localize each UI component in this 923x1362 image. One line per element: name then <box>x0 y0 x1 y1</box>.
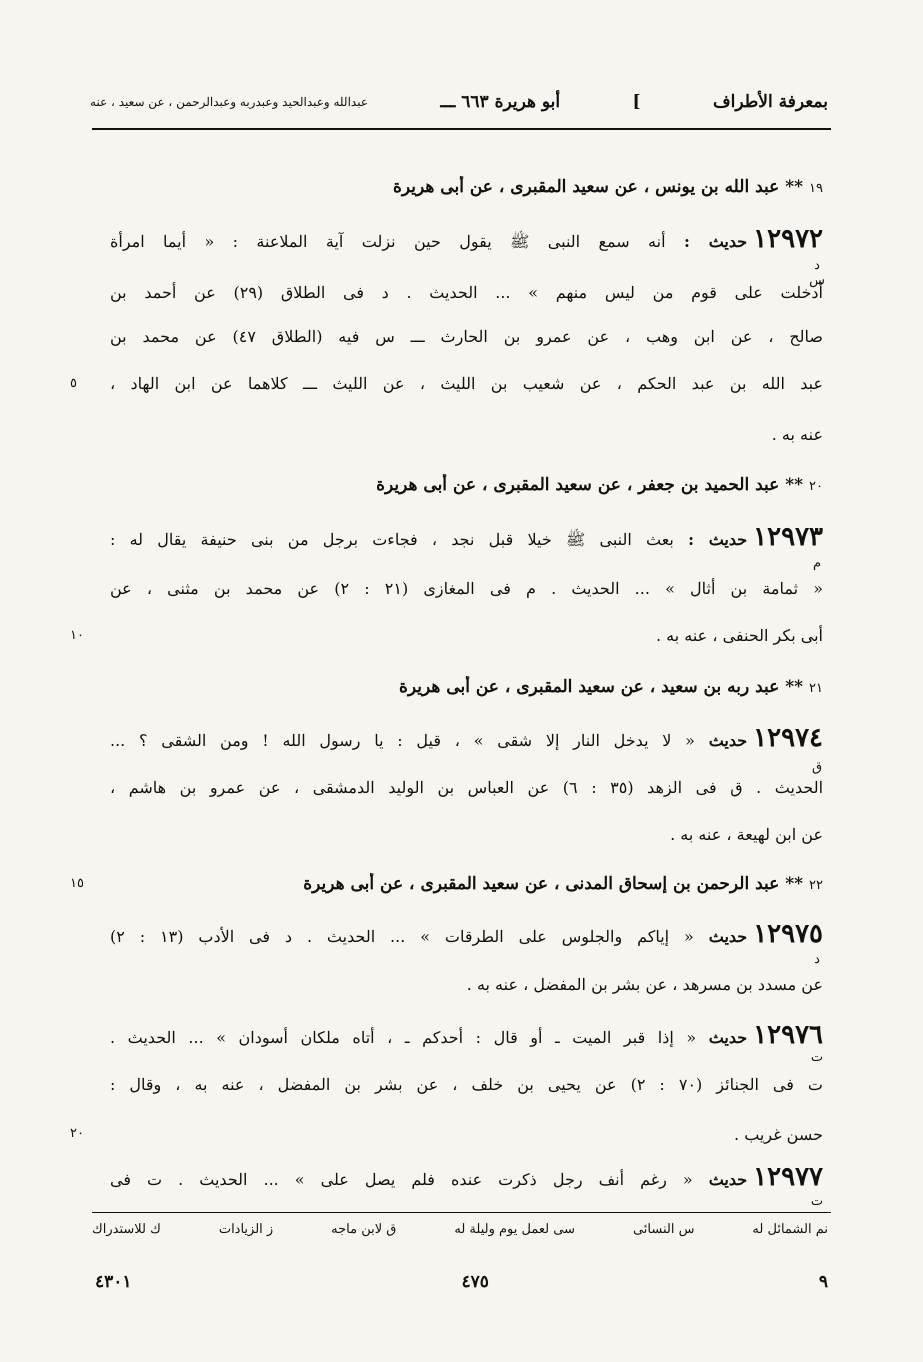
hadith-line: ١٢٩٧٢حديث : أنه سمع النبى ﷺ يقول حين نزلت آية الملاعنة : « أيما امرأة <box>110 228 823 253</box>
header-subtitle: عبدالله وعبدالحيد وعبدربه وعبدالرحمن ، عن سعيد ، عنه <box>90 95 368 109</box>
footnote-abbreviations <box>92 1222 828 1237</box>
text-line: أدخلت على قوم من ليس منهم » ... الحديث . د فى الطلاق (٢٩) عن أحمد بن <box>110 283 823 302</box>
sigla: ت <box>810 1050 824 1065</box>
footnote-item: ك للاستدراك <box>92 1222 161 1237</box>
text-line: أبى بكر الحنفى ، عنه به . <box>655 626 823 645</box>
text-line: عبد الله بن عبد الحكم ، عن شعيب بن الليث ، عن الليث ـــ كلاهما عن ابن الهاد ، <box>110 374 823 393</box>
footnote-item: سى لعمل يوم وليلة له <box>454 1222 575 1237</box>
page-number: ٤٧٥ <box>461 1272 489 1292</box>
header-section: أبو هريرة ٦٦٣ ـــ <box>440 92 561 112</box>
text-line: عن مسدد بن مسرهد ، عن بشر بن المفضل ، عنه به . <box>466 975 823 994</box>
text-line: حسن غريب . <box>734 1125 823 1144</box>
margin-line-number: ٢٠ <box>70 1126 84 1141</box>
text-line: « ثمامة بن أثال » ... الحديث . م فى المغازى (٢١ : ٢) عن محمد بن مثنى ، عن <box>110 579 823 598</box>
footnote-item: س النسائى <box>632 1222 695 1237</box>
footnote-item: نم الشمائل له <box>752 1222 828 1237</box>
hadith-number: ١٢٩٧٥ <box>753 923 823 948</box>
header-bracket: ] <box>632 92 641 112</box>
text-line: عنه به . <box>771 425 823 444</box>
sigla: د <box>814 952 820 967</box>
text-line: ت فى الجنائز (٧٠ : ٢) عن يحيى بن خلف ، عن بشر بن المفضل ، عنه به ، وقال : <box>110 1075 823 1094</box>
subject-heading: ٢٢** عبد الرحمن بن إسحاق المدنى ، عن سعيد المقبرى ، عن أبى هريرة <box>303 874 823 894</box>
header-book-title: بمعرفة الأطراف <box>713 92 828 112</box>
hadith-line: ١٢٩٧٥حديث « إياكم والجلوس على الطرقات » ... الحديث . د فى الأدب (١٣ : ٢) <box>110 923 823 948</box>
hadith-number: ١٢٩٧٧ <box>753 1166 823 1191</box>
footnote-rule <box>92 1212 831 1213</box>
hadith-number: ١٢٩٧٢ <box>753 228 823 253</box>
footnote-item: ز الزيادات <box>218 1222 274 1237</box>
sigla: ق <box>811 760 823 775</box>
hadith-number: ١٢٩٧٦ <box>753 1024 823 1049</box>
sigla: ت <box>810 1194 824 1209</box>
hadith-number: ١٢٩٧٤ <box>753 727 823 752</box>
subject-heading: ٢١** عبد ربه بن سعيد ، عن سعيد المقبرى ، عن أبى هريرة <box>399 677 823 697</box>
hadith-line: ١٢٩٧٦حديث « إذا قبر الميت ـ أو قال : أحدكم ـ ، أتاه ملكان أسودان » ... الحديث . <box>110 1024 823 1049</box>
text-line: صالح ، عن ابن وهب ، عن عمرو بن الحارث ـــ س فيه (الطلاق ٤٧) عن محمد بن <box>110 327 823 346</box>
running-header <box>90 82 828 122</box>
text-line: الحديث . ق فى الزهد (٣٥ : ٦) عن العباس بن الوليد الدمشقى ، عن عمرو بن هاشم ، <box>110 778 823 797</box>
subject-heading: ٢٠** عبد الحميد بن جعفر ، عن سعيد المقبرى ، عن أبى هريرة <box>376 475 823 495</box>
margin-line-number: ١٠ <box>70 628 84 643</box>
sigla: م <box>812 556 822 571</box>
page-folio <box>95 1272 828 1292</box>
text-line: عن ابن لهيعة ، عنه به . <box>670 825 823 844</box>
sigla: د س <box>809 258 825 288</box>
footnote-item: ق لابن ماجه <box>331 1222 397 1237</box>
margin-line-number: ١٥ <box>70 876 84 891</box>
header-rule <box>92 128 831 130</box>
hadith-line: ١٢٩٧٤حديث « لا يدخل النار إلا شقى » ، قيل : يا رسول الله ! ومن الشقى ؟ ... <box>110 727 823 752</box>
sequence-number: ٤٣٠١ <box>95 1272 132 1292</box>
subject-heading: ١٩** عبد الله بن يونس ، عن سعيد المقبرى ، عن أبى هريرة <box>393 177 823 197</box>
volume-number: ٩ <box>818 1272 828 1292</box>
hadith-line: ١٢٩٧٧حديث « رغم أنف رجل ذكرت عنده فلم يصل على » ... الحديث . ت فى <box>110 1166 823 1191</box>
margin-line-number: ٥ <box>70 376 77 391</box>
hadith-number: ١٢٩٧٣ <box>753 526 823 551</box>
hadith-line: ١٢٩٧٣حديث : بعث النبى ﷺ خيلا قبل نجد ، فجاءت برجل من بنى حنيفة يقال له : <box>110 526 823 551</box>
